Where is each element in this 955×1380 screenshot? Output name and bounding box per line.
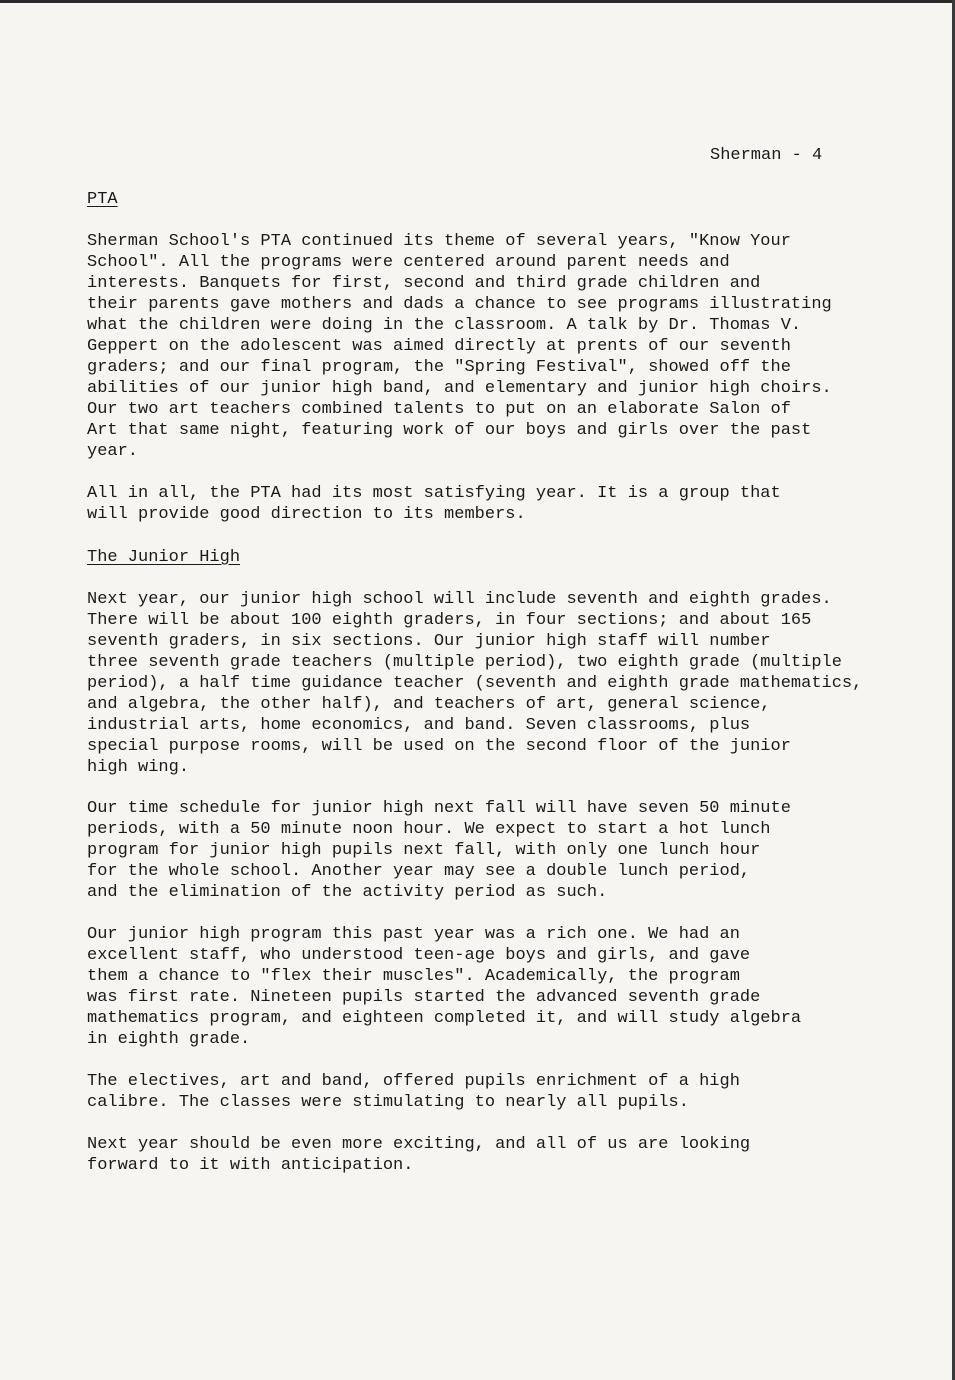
text-line: in eighth grade. [87, 1030, 251, 1049]
text-line: calibre. The classes were stimulating to nearly all pupils. [87, 1093, 689, 1112]
text-line: periods, with a 50 minute noon hour. We expect to start a hot lunch [87, 820, 771, 839]
paragraph-junior-high-4 [87, 1071, 907, 1113]
section-heading-junior-high: The Junior High [87, 548, 241, 567]
text-line: School". All the programs were centered around parent needs and [87, 253, 730, 272]
text-line: The electives, art and band, offered pupils enrichment of a high [87, 1072, 740, 1091]
text-line: and algebra, the other half), and teachers of art, general science, [87, 695, 771, 714]
text-line: industrial arts, home economics, and band. Seven classrooms, plus [87, 716, 751, 735]
text-line: excellent staff, who understood teen-age boys and girls, and gave [87, 946, 751, 965]
paragraph-junior-high-2 [87, 798, 907, 903]
text-line: forward to it with anticipation. [87, 1156, 414, 1175]
section-heading-pta: PTA [87, 190, 118, 209]
text-line: Our time schedule for junior high next fall will have seven 50 minute [87, 799, 791, 818]
text-line: program for junior high pupils next fall, with only one lunch hour [87, 841, 761, 860]
paragraph-pta-1 [87, 231, 907, 462]
page-top-edge [0, 0, 955, 3]
text-line: Geppert on the adolescent was aimed directly at prents of our seventh [87, 337, 791, 356]
text-line: high wing. [87, 758, 190, 777]
text-line: and the elimination of the activity period as such. [87, 883, 608, 902]
text-line: Our two art teachers combined talents to put on an elaborate Salon of [87, 400, 791, 419]
text-line: was first rate. Nineteen pupils started the advanced seventh grade [87, 988, 761, 1007]
text-line: Next year should be even more exciting, and all of us are looking [87, 1135, 751, 1154]
text-line: seventh graders, in six sections. Our junior high staff will number [87, 632, 771, 651]
text-line: Sherman School's PTA continued its theme of several years, "Know Your [87, 232, 791, 251]
text-line: period), a half time guidance teacher (seventh and eighth grade mathematics, [87, 674, 863, 693]
text-line: graders; and our final program, the "Spring Festival", showed off the [87, 358, 791, 377]
text-line: All in all, the PTA had its most satisfying year. It is a group that [87, 484, 781, 503]
text-line: Art that same night, featuring work of our boys and girls over the past [87, 421, 812, 440]
text-line: them a chance to "flex their muscles". Academically, the program [87, 967, 740, 986]
text-line: for the whole school. Another year may see a double lunch period, [87, 862, 751, 881]
text-line: Next year, our junior high school will include seventh and eighth grades. [87, 590, 832, 609]
paragraph-junior-high-1 [87, 589, 907, 778]
paragraph-junior-high-3 [87, 924, 907, 1050]
paragraph-junior-high-5 [87, 1134, 907, 1176]
text-line: mathematics program, and eighteen completed it, and will study algebra [87, 1009, 802, 1028]
text-line: abilities of our junior high band, and elementary and junior high choirs. [87, 379, 832, 398]
text-line: three seventh grade teachers (multiple period), two eighth grade (multiple [87, 653, 842, 672]
text-line: There will be about 100 eighth graders, in four sections; and about 165 [87, 611, 812, 630]
text-line: will provide good direction to its members. [87, 505, 526, 524]
text-line: what the children were doing in the classroom. A talk by Dr. Thomas V. [87, 316, 802, 335]
text-line: year. [87, 442, 139, 461]
text-line: special purpose rooms, will be used on the second floor of the junior [87, 737, 791, 756]
text-line: Our junior high program this past year was a rich one. We had an [87, 925, 740, 944]
page-number-header: Sherman - 4 [710, 146, 823, 165]
paragraph-pta-2 [87, 483, 907, 525]
text-line: interests. Banquets for first, second and third grade children and [87, 274, 761, 293]
text-line: their parents gave mothers and dads a chance to see programs illustrating [87, 295, 832, 314]
